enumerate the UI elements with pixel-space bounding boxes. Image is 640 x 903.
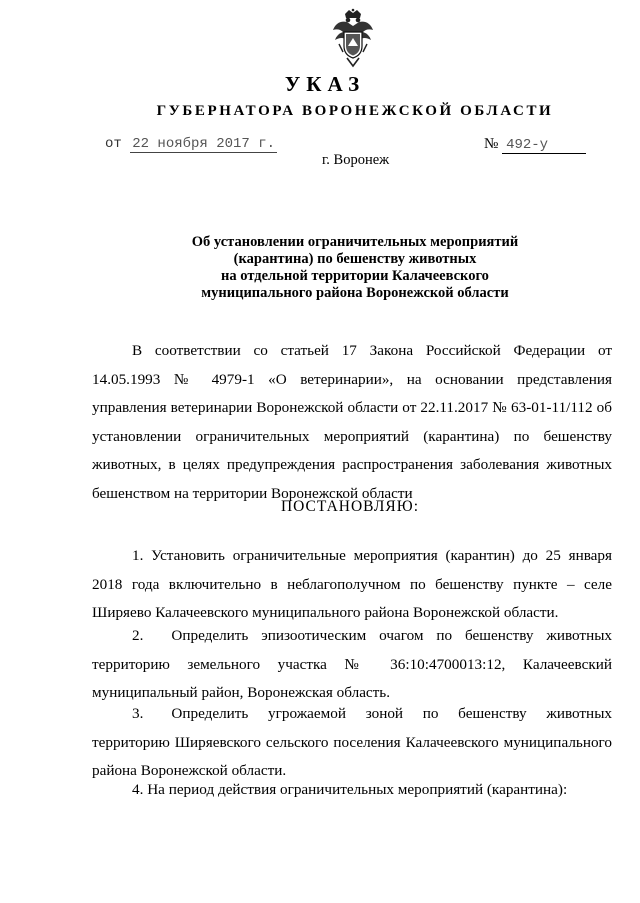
subject-line: (карантина) по бешенству животных <box>233 251 477 267</box>
item-text: Установить ограничительные мероприятия (карантин) до 25 января 2018 года включительно в неблагополучном по бешенству пункте – селе Ширяево Калачеевского муниципального района Воронежской области. <box>92 547 612 621</box>
subject-line: Об установлении ограничительных мероприятий <box>191 234 519 250</box>
subject-line: на отдельной территории Калачеевского <box>221 268 489 284</box>
number-value: 492-у <box>502 137 586 154</box>
document-title: УКАЗ <box>284 72 366 96</box>
document-subtitle: ГУБЕРНАТОРА ВОРОНЕЖСКОЙ ОБЛАСТИ <box>156 103 554 119</box>
date-line <box>105 136 277 153</box>
date-value: 22 ноября 2017 г. <box>132 136 276 152</box>
item-text: Определить угрожаемой зоной по бешенству животных территорию Ширяевского сельского поселения Калачеевского муниципального района Воронежской области. <box>92 705 612 779</box>
subject-line: муниципального района Воронежской области <box>201 285 509 301</box>
item-number: 3. <box>132 705 144 722</box>
coat-of-arms-emblem <box>331 8 375 68</box>
item-number: 1. <box>132 547 144 564</box>
decree-word: ПОСТАНОВЛЯЮ: <box>280 498 420 515</box>
item-number: 2. <box>132 627 144 644</box>
preamble-paragraph <box>92 337 612 508</box>
decree-item-2 <box>92 622 612 708</box>
date-prefix: от <box>105 136 122 152</box>
item-text: На период действия ограничительных мероприятий (карантина): <box>147 781 568 798</box>
item-text: Определить эпизоотическим очагом по бешенству животных территорию земельного участка № 36:10:4700013:12, Калачеевский муниципальный район, Воронежская область. <box>92 627 612 701</box>
number-prefix: № <box>484 136 499 152</box>
decree-item-1 <box>92 542 612 628</box>
document-subject <box>160 234 550 302</box>
decree-item-3 <box>92 700 612 786</box>
item-number: 4. <box>132 781 144 798</box>
number-line <box>484 136 586 154</box>
city-name: г. Воронеж <box>322 152 390 168</box>
decree-item-4 <box>92 776 612 805</box>
preamble-text: В соответствии со статьей 17 Закона Российской Федерации от 14.05.1993 № 4979-1 «О ветеринарии», на основании представления управления ветеринарии Воронежской области от 22.11.2017 № 63-01-11/112 об установлении ограничительных мероприятий (карантина) по бешенству животных, в целях предупреждения распространения заболевания животных бешенством на территории Воронежской области <box>92 342 612 502</box>
